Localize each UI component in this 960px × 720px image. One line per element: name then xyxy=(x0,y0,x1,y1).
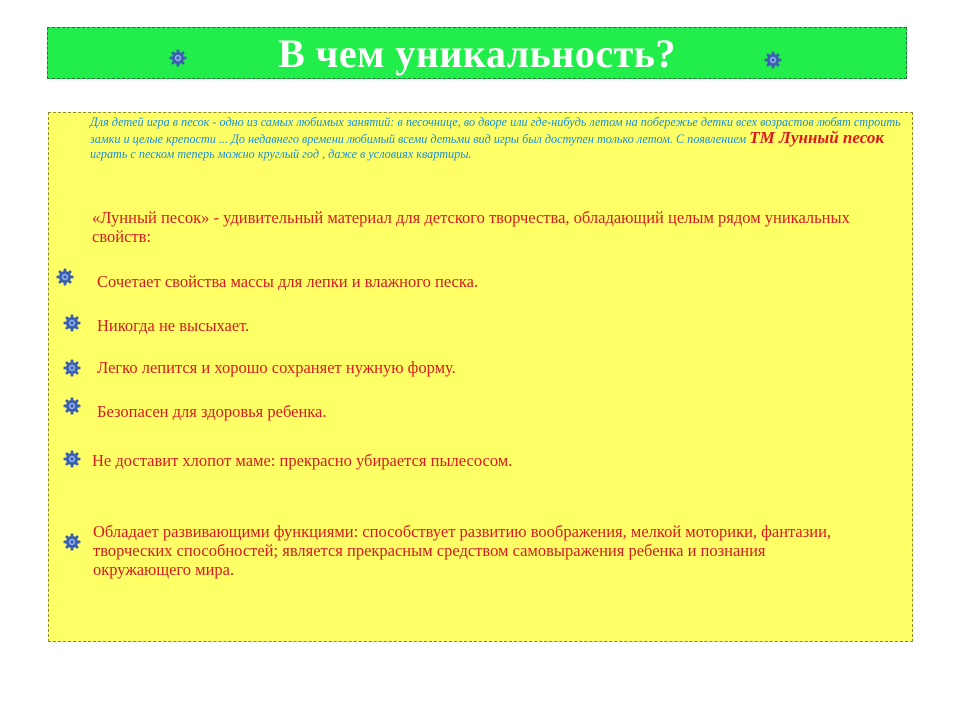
title-bar xyxy=(47,27,907,79)
gear-bullet-icon xyxy=(63,359,81,377)
list-item: Никогда не высыхает. xyxy=(97,316,250,335)
intro-text-start: Для детей игра в песок - одно из самых любимых занятий: в песочнице, во дворе или где-нибудь летом на побережье детки всех возрастов любят строить замки и целые крепости ... До недавнего времени любимый всеми детьми вид игры был доступен только летом. С появлением xyxy=(90,115,901,146)
gear-bullet-icon xyxy=(764,51,782,69)
gear-bullet-icon xyxy=(63,314,81,332)
intro-paragraph xyxy=(90,115,905,162)
list-item: Обладает развивающими функциями: способствует развитию воображения, мелкой моторики, фантазии, творческих способностей; является прекрасным средством самовыражения ребенка и познания окружающего мира. xyxy=(93,522,832,579)
list-item: Сочетает свойства массы для лепки и влажного песка. xyxy=(97,272,479,291)
list-item: Безопасен для здоровья ребенка. xyxy=(97,402,327,421)
gear-bullet-icon xyxy=(56,268,74,286)
gear-bullet-icon xyxy=(63,533,81,551)
lead-paragraph: «Лунный песок» - удивительный материал для детского творчества, обладающий целым рядом уникальных свойств: xyxy=(92,208,850,246)
brand-name: ТМ Лунный песок xyxy=(749,128,884,147)
intro-text-end: играть с песком теперь можно круглый год , даже в условиях квартиры. xyxy=(90,147,472,161)
page-title: В чем уникальность? xyxy=(278,31,676,76)
gear-bullet-icon xyxy=(63,397,81,415)
list-item: Не доставит хлопот маме: прекрасно убирается пылесосом. xyxy=(92,451,513,470)
list-item: Легко лепится и хорошо сохраняет нужную форму. xyxy=(97,358,456,377)
gear-bullet-icon xyxy=(63,450,81,468)
